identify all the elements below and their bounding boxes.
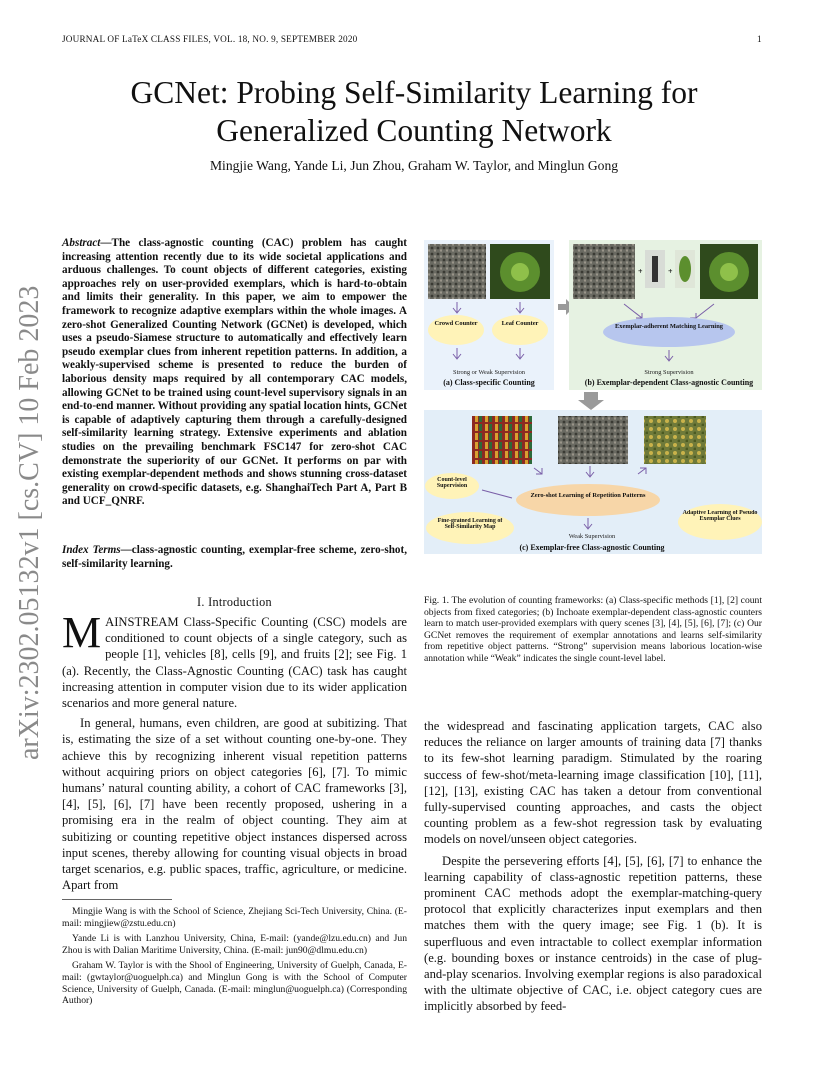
abstract-text: —The class-agnostic counting (CAC) problem has caught increasing attention recently due to its wide societal applications and arduous challenges. To count objects of different categories, existing approaches rely on user-provided exemplars, which is hard-to-obtain and limits their generality. In this paper, we aim to empower the framework to recognize adaptive exemplars within the whole images. A zero-shot Generalized Counting Network (GCNet) is developed, which uses a pseudo-Siamese structure to automatically and effectively learn pseudo exemplar clues from inherent repetition patterns. In addition, a weakly-supervised scheme is presented to reduce the burden of laborious density maps required by all contemporary CAC models, allowing GCNet to be trained using count-level supervisory signals in an end-to-end manner. Without providing any spatial location hints, GCNet is capable of adaptively capturing them through a carefully-designed self-similarity learning strategy. Extensive experiments and ablation studies on the prevailing benchmark FSC147 for zero-shot CAC demonstrate the superiority of our GCNet. It performs on par with existing exemplar-dependent methods and shows stunning cross-dataset generality on crowd-specific datasets, e.g. ShanghaiTech Part A, Part B and UCF_QNRF. — [62, 237, 407, 508]
sup-c-label: Weak Supervision — [568, 533, 616, 540]
section-heading: I. Introduction — [197, 595, 272, 609]
panel-a — [424, 240, 554, 390]
intro-paragraph-2: In general, humans, even children, are good at subitizing. That is, estimating the size of a set without counting one-by-one. They achieve this by recognizing inherent visual repetition patterns without acquiring priors on object categories [6], [7]. To mimic humans’ natural counting ability, a cohort of CAC frameworks [3], [4], [5], [6], [7] have been recently proposed, ushering in a promising era in the realm of object counting. They aim at subitizing or counting repetitive object instances dispersed across input scenes, thereby allowing for counting visual objects in broad target scenarios, e.g. public spaces, traffic, agriculture, or medicine. Apart from — [62, 716, 407, 893]
intro-p1-text: AINSTREAM Class-Specific Counting (CSC) models are conditioned to count objects of a single category, such as people [1], vehicles [8], cells [9], and fruits [2]; see Fig. 1 (a). Recently, the Class-Agnostic Counting (CAC) task has caught increasing attention in computer vision due to its wider application scenarios and more general nature. — [62, 615, 407, 711]
page-number: 1 — [757, 34, 762, 44]
shelf-image — [472, 416, 532, 464]
sup-a-label: Strong or Weak Supervision — [453, 369, 525, 376]
crowd-image — [428, 244, 486, 299]
footnotes — [62, 906, 407, 1011]
right-column-body — [424, 718, 762, 1015]
paper-title — [0, 74, 828, 150]
adaptive-label: Adaptive Learning of Pseudo Exemplar Clues — [682, 510, 758, 522]
crowd-image-c — [558, 416, 628, 464]
arxiv-stamp: arXiv:2302.05132v1 [cs.CV] 10 Feb 2023 — [14, 285, 45, 760]
caption-c: (c) Exemplar-free Class-agnostic Counting — [519, 543, 665, 552]
drop-cap: M — [62, 608, 102, 657]
figure-caption: Fig. 1. The evolution of counting frameworks: (a) Class-specific methods [1], [2] count objects from fixed categories; (b) Inchoate exemplar-dependent class-agnostic counters learn to match user-provided exemplars with query scenes [3], [4], [5], [6], [7]; (c) Our GCNet removes the requirement of exemplar annotations and learns self-similarity from repetitive object patterns. “Strong” supervision means laborious location-wise annotation while “Weak” indicates the single count-level label. — [424, 595, 762, 664]
figure-1-diagram — [424, 234, 762, 554]
footnote-1: Mingjie Wang is with the School of Science, Zhejiang Sci-Tech University, China. (E-mail: mingjiew@zstu.edu.cn) — [62, 906, 407, 929]
leaf-counter-label: Leaf Counter — [501, 320, 539, 327]
fine-grained-label: Fine-grained Learning of Self-Similarity Map — [437, 518, 503, 530]
exemplar-matching-label: Exemplar-adherent Matching Learning — [615, 323, 723, 330]
title-line-2: Generalized Counting Network — [216, 113, 612, 148]
panel-c — [424, 410, 762, 554]
author-list: Mingjie Wang, Yande Li, Jun Zhou, Graham W. Taylor, and Minglun Gong — [209, 158, 619, 173]
footnote-rule — [62, 899, 172, 900]
introduction — [62, 608, 407, 893]
zero-shot-label: Zero-shot Learning of Repetition Patterns — [530, 492, 646, 499]
footnote-3: Graham W. Taylor is with the Shool of Engineering, University of Guelph, Canada, E-mail: (gwtaylor@uoguelph.ca) and Minglun Gong is with the School of Computer Science, University of Guelph, Canada. (E-mail: minglun@uoguelph.ca) (Corresponding Author) — [62, 960, 407, 1007]
crowd-counter-label: Crowd Counter — [434, 320, 478, 327]
panel-b — [569, 240, 762, 390]
plus-icon: + — [668, 267, 673, 276]
right-paragraph-1: the widespread and fascinating application targets, CAC also reduces the reliance on larger amounts of training data [7] thanks to its few-shot learning paradigm. Stimulated by the roaring success of few-shot/meta-learning image classification [10], [11], [12], [13], existing CAC has taken a detour from conventional fully-supervised counting approaches, and casts the object counting problem as a few-shot regression task by evaluating models on novel/unseen object categories. — [424, 719, 762, 847]
figure-1 — [424, 234, 762, 554]
abstract — [62, 237, 407, 509]
abstract-label: Abstract — [62, 237, 101, 249]
running-header: JOURNAL OF LaTeX CLASS FILES, VOL. 18, NO. 9, SEPTEMBER 2020 — [62, 34, 358, 44]
caption-b: (b) Exemplar-dependent Class-agnostic Counting — [584, 378, 754, 387]
intro-paragraph-1 — [62, 608, 407, 711]
right-paragraph-2: Despite the persevering efforts [4], [5], [6], [7] to enhance the learning capability of class-agnostic repetition patterns, these prominent CAC methods adopt the exemplar-matching-query protocol that explicitly characterizes input exemplars and then matches them with the query image; see Fig. 1 (b). It is superfluous and even intractable to collect exemplar information (e.g. bounding boxes or instance centroids) in the case of plug-and-play scenarios. Involving exemplar regions is also paradoxical with the ultimate objective of CAC, i.e. object category cues are implicitly absorbed by feed- — [424, 853, 762, 1014]
arrow-down-big-icon — [578, 392, 604, 410]
footnote-2: Yande Li is with Lanzhou University, China, E-mail: (yande@lzu.edu.cn) and Jun Zhou is with Dalian Maritime University, China. (E-mail: jun90@dlmu.edu.cn) — [62, 933, 407, 956]
index-terms-text: —class-agnostic counting, exemplar-free scheme, zero-shot, self-similarity learning. — [62, 544, 407, 570]
count-level-label: Count-level Supervision — [436, 477, 468, 489]
sup-b-label: Strong Supervision — [644, 369, 694, 376]
crowd-image-b — [573, 244, 635, 299]
title-line-1: GCNet: Probing Self-Similarity Learning for — [130, 75, 698, 110]
fruit-image — [644, 416, 706, 464]
index-terms — [62, 544, 407, 571]
caption-a: (a) Class-specific Counting — [443, 378, 535, 387]
index-terms-label: Index Terms — [62, 544, 121, 556]
plus-icon: + — [638, 267, 643, 276]
